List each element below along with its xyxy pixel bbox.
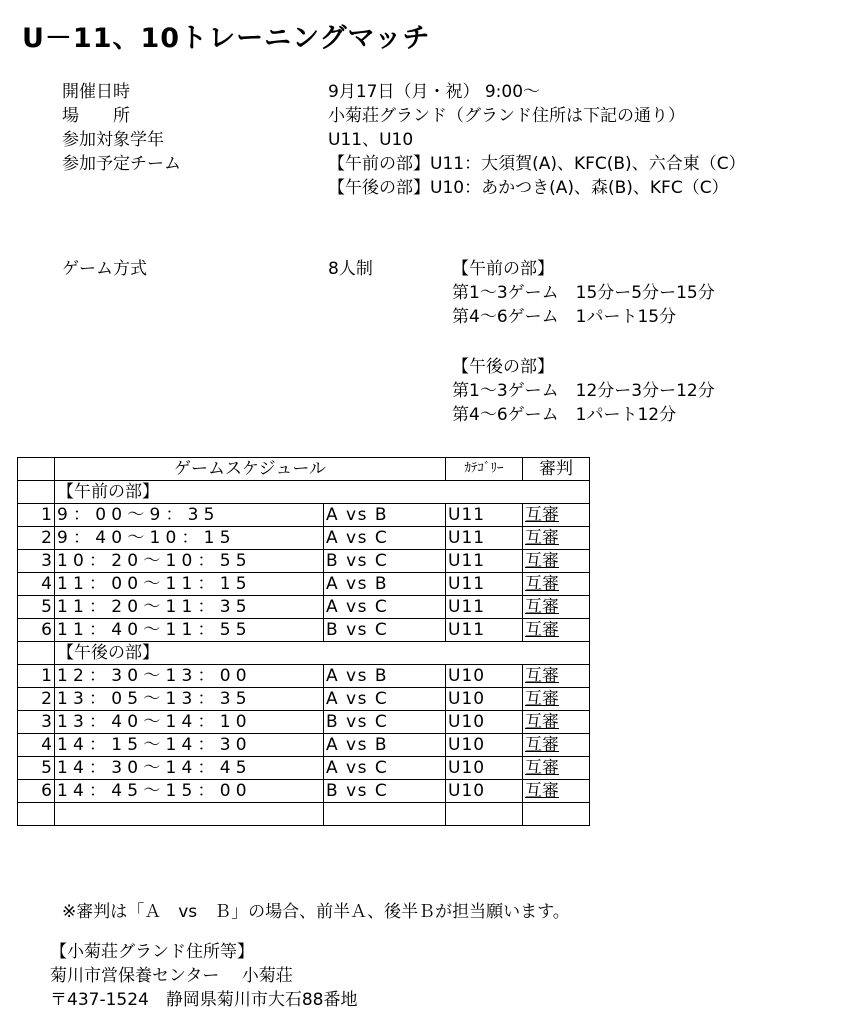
row-referee: 互審 — [523, 665, 590, 688]
row-match: A vs B — [324, 665, 446, 688]
row-match: A vs C — [324, 757, 446, 780]
referee-note: ※審判は「Ａ vs Ｂ」の場合、前半Ａ、後半Ｂが担当願います。 — [62, 902, 570, 922]
game-format-am-line2: 第4～6ゲーム 1パート15分 — [452, 307, 677, 327]
schedule-header-title: ゲームスケジュール — [55, 458, 446, 481]
schedule-section-am — [18, 481, 590, 504]
info-value-grade: U11、U10 — [328, 130, 414, 150]
row-referee: 互審 — [523, 550, 590, 573]
game-format-am-line1: 第1～3ゲーム 15分ー5分ー15分 — [452, 283, 715, 303]
table-row — [18, 780, 590, 803]
row-referee: 互審 — [523, 596, 590, 619]
row-category: U10 — [446, 757, 523, 780]
row-category: U10 — [446, 734, 523, 757]
game-format-am-title: 【午前の部】 — [452, 259, 554, 279]
info-value-teams-am: 【午前の部】U11：大須賀(A)、KFC(B)、六合東（C） — [328, 154, 746, 174]
table-row — [18, 711, 590, 734]
game-format-pm-line1: 第1～3ゲーム 12分ー3分ー12分 — [452, 381, 715, 401]
row-time: 14：15～14：30 — [55, 734, 324, 757]
info-label-teams: 参加予定チーム — [62, 154, 181, 174]
info-value-date: 9月17日（月・祝） 9:00～ — [328, 82, 541, 102]
row-match: A vs B — [324, 734, 446, 757]
address-line1: 菊川市営保養センター 小菊荘 — [50, 966, 293, 986]
info-label-grade: 参加対象学年 — [62, 130, 164, 150]
schedule-header-row — [18, 458, 590, 481]
row-match: B vs C — [324, 550, 446, 573]
row-category: U11 — [446, 550, 523, 573]
row-number: 6 — [18, 619, 55, 642]
row-time: 13：40～14：10 — [55, 711, 324, 734]
row-number: 1 — [18, 665, 55, 688]
schedule-header-category: ｶﾃｺﾞﾘｰ — [446, 458, 523, 481]
row-number: 4 — [18, 573, 55, 596]
schedule-section-pm — [18, 642, 590, 665]
row-time: 10：20～10：55 — [55, 550, 324, 573]
row-number: 3 — [18, 711, 55, 734]
row-referee: 互審 — [523, 757, 590, 780]
row-category: U10 — [446, 665, 523, 688]
table-row — [18, 596, 590, 619]
row-match: A vs C — [324, 596, 446, 619]
game-format-pm-line2: 第4～6ゲーム 1パート12分 — [452, 405, 677, 425]
row-referee: 互審 — [523, 711, 590, 734]
table-row — [18, 527, 590, 550]
row-time: 11：00～11：15 — [55, 573, 324, 596]
table-row — [18, 550, 590, 573]
table-row — [18, 665, 590, 688]
game-format-players: 8人制 — [328, 259, 373, 279]
schedule-section-am-label: 【午前の部】 — [55, 481, 590, 504]
schedule-empty-row — [18, 803, 590, 826]
row-time: 13：05～13：35 — [55, 688, 324, 711]
schedule-am-rows — [18, 504, 590, 642]
row-match: B vs C — [324, 619, 446, 642]
row-number: 1 — [18, 504, 55, 527]
row-match: B vs C — [324, 711, 446, 734]
row-number: 6 — [18, 780, 55, 803]
row-number: 2 — [18, 527, 55, 550]
schedule-pm-rows — [18, 665, 590, 803]
table-row — [18, 504, 590, 527]
schedule-section-pm-label: 【午後の部】 — [55, 642, 590, 665]
table-row — [18, 688, 590, 711]
row-category: U11 — [446, 619, 523, 642]
row-match: A vs B — [324, 504, 446, 527]
row-category: U10 — [446, 711, 523, 734]
row-category: U11 — [446, 573, 523, 596]
schedule-header-referee: 審判 — [523, 458, 590, 481]
row-category: U10 — [446, 780, 523, 803]
game-format-label: ゲーム方式 — [62, 259, 147, 279]
schedule-table — [17, 457, 590, 826]
row-number: 5 — [18, 596, 55, 619]
row-time: 9：00～9：35 — [55, 504, 324, 527]
row-time: 9：40～10：15 — [55, 527, 324, 550]
row-number: 2 — [18, 688, 55, 711]
info-value-place: 小菊荘グランド（グランド住所は下記の通り） — [328, 106, 685, 126]
row-number: 3 — [18, 550, 55, 573]
row-match: B vs C — [324, 780, 446, 803]
info-label-date: 開催日時 — [62, 82, 130, 102]
table-row — [18, 619, 590, 642]
address-block — [50, 940, 357, 1012]
row-category: U11 — [446, 504, 523, 527]
row-number: 5 — [18, 757, 55, 780]
row-referee: 互審 — [523, 619, 590, 642]
info-value-teams-pm: 【午後の部】U10：あかつき(A)、森(B)、KFC（C） — [328, 178, 729, 198]
row-category: U11 — [446, 596, 523, 619]
row-number: 4 — [18, 734, 55, 757]
row-time: 14：30～14：45 — [55, 757, 324, 780]
row-category: U11 — [446, 527, 523, 550]
game-format-pm-title: 【午後の部】 — [452, 357, 554, 377]
row-referee: 互審 — [523, 780, 590, 803]
info-label-place: 場 所 — [62, 106, 130, 126]
row-match: A vs C — [324, 688, 446, 711]
address-line2: 〒437-1524 静岡県菊川市大石88番地 — [50, 990, 358, 1010]
row-time: 11：20～11：35 — [55, 596, 324, 619]
page-title: U－11、10トレーニングマッチ — [22, 23, 431, 54]
row-time: 14：45～15：00 — [55, 780, 324, 803]
row-match: A vs B — [324, 573, 446, 596]
row-referee: 互審 — [523, 688, 590, 711]
row-referee: 互審 — [523, 504, 590, 527]
row-time: 12：30～13：00 — [55, 665, 324, 688]
row-match: A vs C — [324, 527, 446, 550]
row-referee: 互審 — [523, 573, 590, 596]
row-category: U10 — [446, 688, 523, 711]
table-row — [18, 757, 590, 780]
row-referee: 互審 — [523, 527, 590, 550]
row-referee: 互審 — [523, 734, 590, 757]
table-row — [18, 573, 590, 596]
row-time: 11：40～11：55 — [55, 619, 324, 642]
table-row — [18, 734, 590, 757]
address-heading: 【小菊荘グランド住所等】 — [50, 942, 254, 962]
